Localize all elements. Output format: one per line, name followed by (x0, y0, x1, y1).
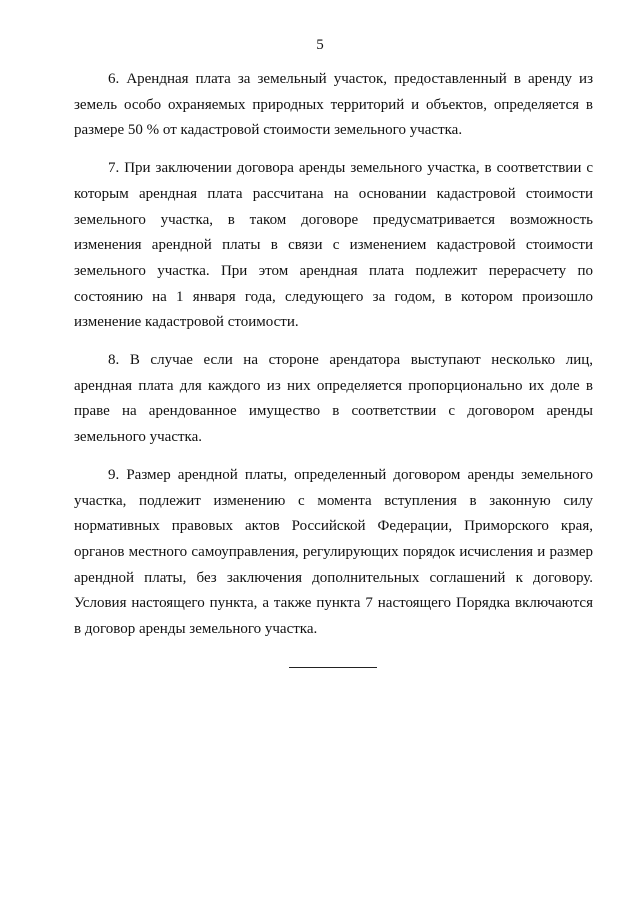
page-number: 5 (316, 37, 324, 53)
paragraph-6: 6. Арендная плата за земельный участок, предоставленный в аренду из земель особо охраняемых природных территорий и объектов, определяется в размере 50 % от кадастровой стоимости земельного участка. (74, 71, 593, 139)
document-body (74, 67, 593, 643)
paragraph-7: 7. При заключении договора аренды земельного участка, в соответствии с которым арендная плата рассчитана на основании кадастровой стоимости земельного участка, в таком договоре предусматривается возможность изменения арендной платы в связи с изменением кадастровой стоимости земельного участка. При этом арендная плата подлежит перерасчету по состоянию на 1 января года, следующего за годом, в котором произошло изменение кадастровой стоимости. (74, 160, 593, 331)
end-of-document-divider (289, 667, 377, 668)
paragraph-8: 8. В случае если на стороне арендатора выступают несколько лиц, арендная плата для каждого из них определяется пропорционально их доле в праве на арендованное имущество в соответствии с договором аренды земельного участка. (74, 352, 593, 446)
paragraph-9: 9. Размер арендной платы, определенный договором аренды земельного участка, подлежит изменению с момента вступления в законную силу нормативных правовых актов Российской Федерации, Приморского края, органов местного самоуправления, регулирующих порядок исчисления и размер арендной платы, без заключения дополнительных соглашений к договору. Условия настоящего пункта, а также пункта 7 настоящего Порядка включаются в договор аренды земельного участка. (74, 466, 593, 638)
